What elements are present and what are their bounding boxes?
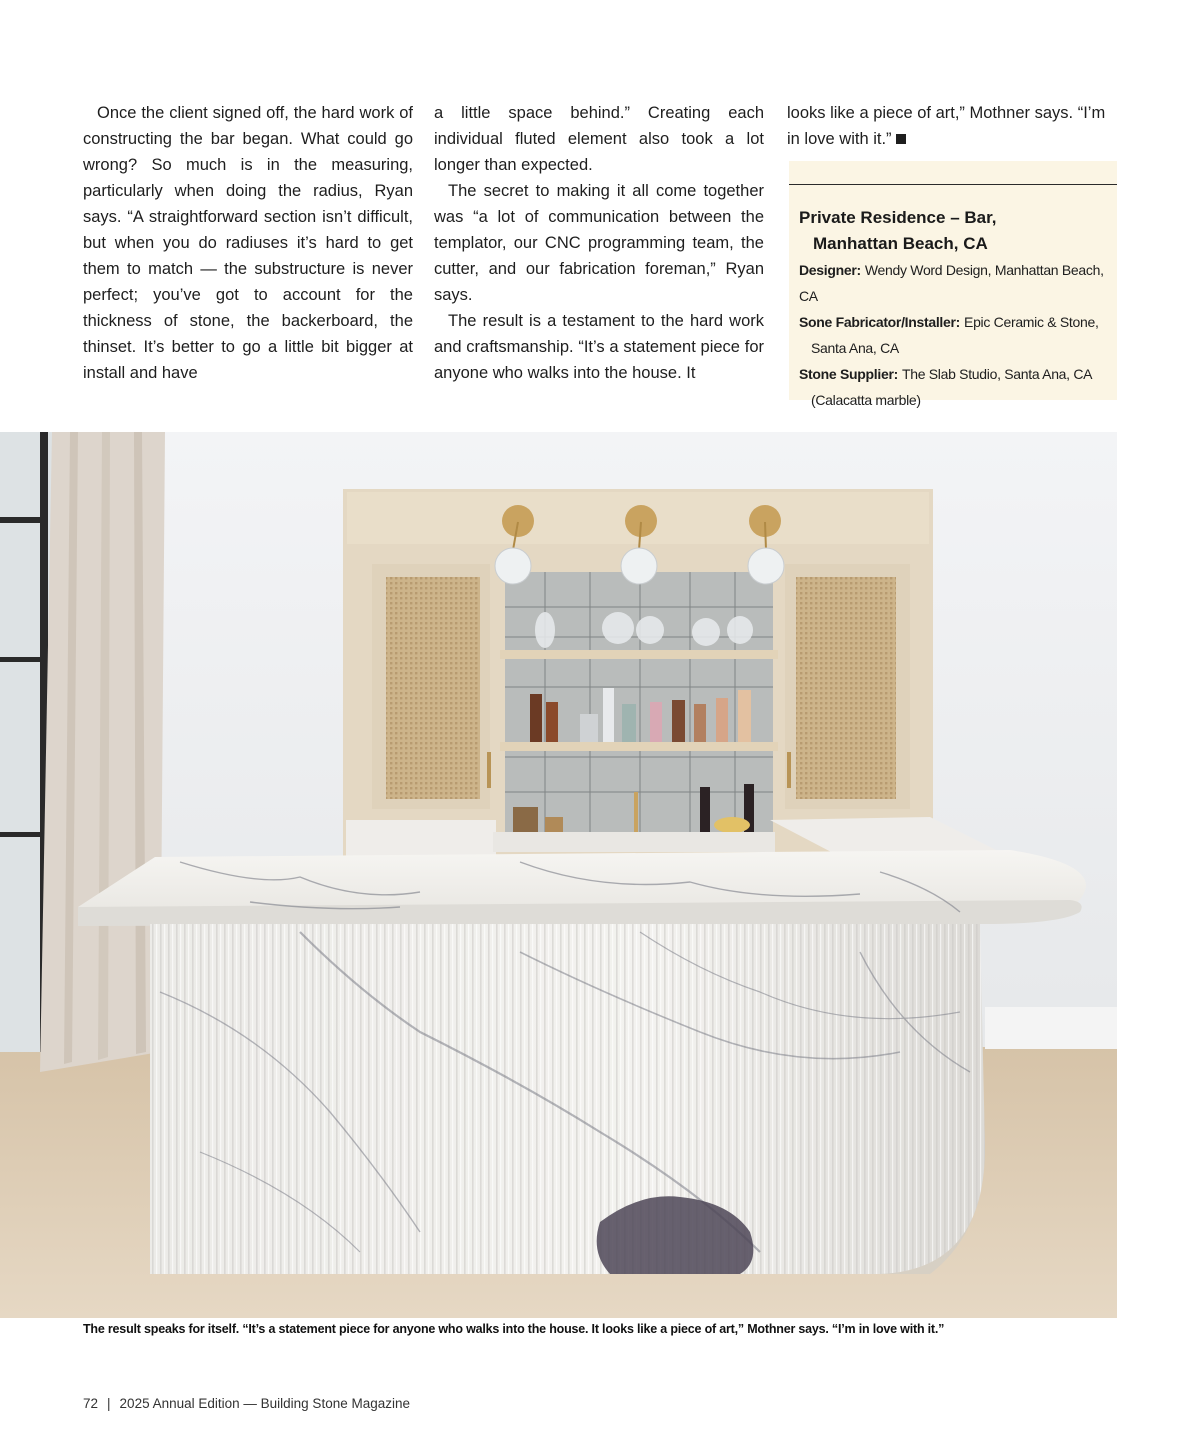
end-of-article-mark <box>896 134 906 144</box>
credit-fabricator <box>799 309 1115 335</box>
credit-supplier-continued: (Calacatta marble) <box>811 392 921 408</box>
shelf <box>500 650 778 659</box>
publication-name: 2025 Annual Edition — Building Stone Magazine <box>119 1396 411 1411</box>
article-paragraph: a little space behind.” Creating each individual fluted element also took a lot longer than expected. <box>434 104 764 174</box>
project-credits-box <box>789 161 1117 408</box>
credit-value: The Slab Studio, Santa Ana, CA <box>901 366 1093 382</box>
article-column-2 <box>434 100 764 386</box>
credits-divider <box>789 184 1117 185</box>
mesh-cabinet-door-left <box>386 577 480 799</box>
mesh-cabinet-door-right <box>796 577 896 799</box>
credits-title <box>799 205 997 257</box>
credit-supplier <box>799 361 1115 387</box>
credit-label: Stone Supplier: <box>799 366 898 382</box>
credit-label: Sone Fabricator/Installer: <box>799 314 961 330</box>
credit-value: Epic Ceramic & Stone, <box>964 314 1099 330</box>
article-paragraph-text: looks like a piece of art,” Mothner says. “I’m in love with it.” <box>787 104 1106 148</box>
credit-label: Designer: <box>799 262 861 278</box>
article-paragraph: The result is a testament to the hard work and craftsmanship. “It’s a statement piece for anyone who walks into the house. It <box>434 312 764 382</box>
article-column-1 <box>83 100 413 386</box>
article-column-3 <box>787 100 1117 152</box>
photo-caption: The result speaks for itself. “It’s a statement piece for anyone who walks into the house. It looks like a piece of art,” Mothner says. “I’m in love with it.” <box>83 1322 945 1336</box>
article-paragraph <box>787 100 1117 152</box>
bar-photograph <box>0 432 1117 1318</box>
shelf <box>500 742 778 751</box>
credits-title-line-2: Manhattan Beach, CA <box>813 234 988 253</box>
article-paragraph: The secret to making it all come together was “a lot of communication between the templator, our CNC programming team, the cutter, and our fabrication foreman,” Ryan says. <box>434 182 764 304</box>
credit-fabricator-continued: Santa Ana, CA <box>811 340 899 356</box>
page-number: 72 <box>83 1396 99 1411</box>
footer-separator: | <box>107 1396 111 1411</box>
credit-designer <box>799 257 1115 309</box>
page-footer <box>83 1396 410 1411</box>
credit-value: Wendy Word Design, Manhattan Beach, CA <box>799 262 1104 304</box>
credits-list <box>799 257 1115 413</box>
article-paragraph: Once the client signed off, the hard work of constructing the bar began. What could go wrong? So much is in the measuring, particularly when doing the radius, Ryan says. “A straightforward section isn’t difficult, but when you do radiuses it’s hard to get them to match — the substructure is never perfect; you’ve got to account for the thickness of stone, the backerboard, the thinset. It’s better to go a little bit bigger at install and have <box>83 104 413 382</box>
credits-title-line-1: Private Residence – Bar, <box>799 208 997 227</box>
